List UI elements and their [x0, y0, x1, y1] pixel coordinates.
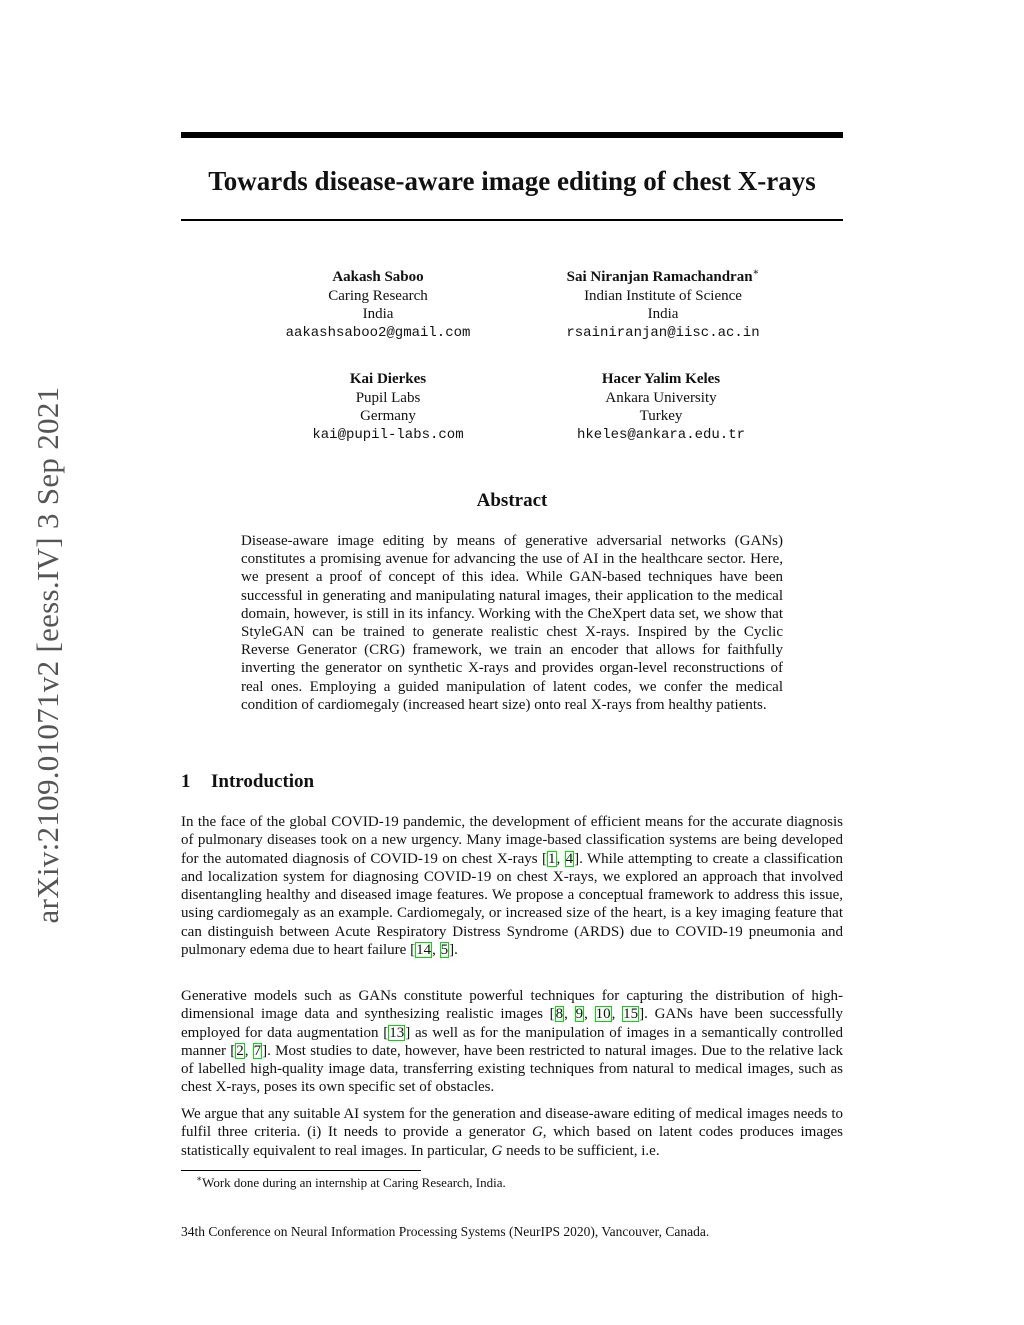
section-heading-introduction [181, 770, 314, 794]
citation-link[interactable]: 1 [548, 850, 556, 867]
venue-footer: 34th Conference on Neural Information Processing Systems (NeurIPS 2020), Vancouver, Canada. [181, 1224, 710, 1239]
citation-link[interactable]: 15 [623, 1006, 639, 1023]
abstract-text: Disease-aware image editing by means of generative adversarial networks (GANs) constitutes a promising avenue for advancing the use of AI in the healthcare sector. Here, we present a proof of concept of this idea. While GAN-based techniques have been successful in generating and manipulating natural images, their application to the medical domain, however, is still in its infancy. Working with the CheXpert data set, we show that StyleGAN can be trained to generate realistic chest X-rays. Inspired by the Cyclic Reverse Generator (CRG) framework, we train an encoder that allows for faithfully inverting the generator on synthetic X-rays and provides organ-level reconstructions of real ones. Employing a guided manipulation of latent codes, we confer the medical condition of cardiomegaly (increased heart size) onto real X-rays from healthy patients. [241, 533, 783, 713]
citation-link[interactable]: 9 [575, 1006, 584, 1023]
citation-link[interactable]: 4 [565, 850, 574, 867]
author-affiliation: Caring Research [328, 287, 428, 304]
footnote [196, 1175, 506, 1191]
author-email[interactable]: kai@pupil-labs.com [312, 426, 464, 443]
author-email[interactable]: rsainiranjan@iisc.ac.in [566, 324, 760, 341]
author-name: Hacer Yalim Keles [601, 371, 721, 387]
title-rule-top [181, 132, 843, 138]
author-country: India [647, 306, 679, 322]
author-email[interactable]: aakashsaboo2@gmail.com [285, 324, 471, 341]
author-country: India [362, 306, 394, 322]
author-affiliation: Indian Institute of Science [584, 287, 742, 304]
author-country: Turkey [639, 408, 683, 424]
citation-link[interactable]: 14 [416, 942, 432, 959]
footnote-text: Work done during an internship at Caring Research, India. [202, 1175, 506, 1190]
intro-paragraph-2: Generative models such as GANs constitute powerful techniques for capturing the distribution of high-dimensional image data and synthesizing realistic images [8, 9, 10, 15]. GANs have been successfully employed for data augmentation [13] as well as for the manipulation of images in a semantically controlled manner [2, 7]. Most studies to date, however, have been restricted to natural images. Due to the relative lack of labelled high-quality image data, transferring existing techniques from natural to medical images, such as chest X-rays, poses its own specific set of obstacles. [181, 988, 844, 1096]
section-title: Introduction [211, 771, 315, 792]
abstract-heading: Abstract [476, 490, 548, 511]
footnote-rule [181, 1170, 421, 1171]
author-country: Germany [360, 408, 416, 424]
author-block-4 [511, 370, 811, 444]
author-email[interactable]: hkeles@ankara.edu.tr [576, 426, 746, 443]
citation-link[interactable]: 8 [555, 1006, 564, 1023]
author-block-2 [513, 268, 813, 342]
citation-link[interactable]: 7 [253, 1042, 262, 1059]
section-number: 1 [181, 771, 191, 792]
citation-link[interactable]: 5 [440, 942, 449, 959]
citation-link[interactable]: 13 [389, 1024, 405, 1041]
citation-link[interactable]: 2 [236, 1042, 244, 1059]
footnote-mark: ∗ [196, 1173, 203, 1184]
author-name: Sai Niranjan Ramachandran∗ [566, 267, 760, 285]
author-name: Aakash Saboo [332, 269, 424, 285]
math-symbol-g: G [531, 1124, 543, 1141]
intro-paragraph-1: In the face of the global COVID-19 pandemic, the development of efficient means for the accurate diagnosis of pulmonary diseases took on a new urgency. Many image-based classification systems are being developed for the automated diagnosis of COVID-19 on chest X-rays [1, 4]. While attempting to create a classification and localization system for diagnosing COVID-19 on chest X-rays, we explored an approach that involved disentangling healthy and diseased image features. We propose a conceptual framework to address this issue, using cardiomegaly as an example. Cardiomegaly, or increased size of the heart, is a key imaging feature that can distinguish between Acute Respiratory Distress Syndrome (ARDS) due to COVID-19 pneumonia and pulmonary edema due to heart failure [14, 5]. [181, 814, 843, 959]
author-name: Kai Dierkes [349, 371, 427, 387]
author-affiliation: Pupil Labs [355, 389, 421, 406]
arxiv-stamp: arXiv:2109.01071v2 [eess.IV] 3 Sep 2021 [30, 386, 65, 924]
title-rule-bottom [181, 219, 843, 221]
intro-paragraph-3: We argue that any suitable AI system for the generation and disease-aware editing of medical images needs to fulfil three criteria. (i) It needs to provide a generator G, which based on latent codes produces images statistically equivalent to real images. In particular, G needs to be sufficient, i.e. [181, 1106, 843, 1159]
paper-title: Towards disease-aware image editing of chest X-rays [208, 166, 816, 196]
author-affiliation: Ankara University [605, 389, 717, 406]
author-block-3 [238, 370, 538, 444]
author-block-1 [228, 268, 528, 342]
math-symbol-g: G [491, 1142, 503, 1159]
citation-link[interactable]: 10 [595, 1006, 611, 1023]
